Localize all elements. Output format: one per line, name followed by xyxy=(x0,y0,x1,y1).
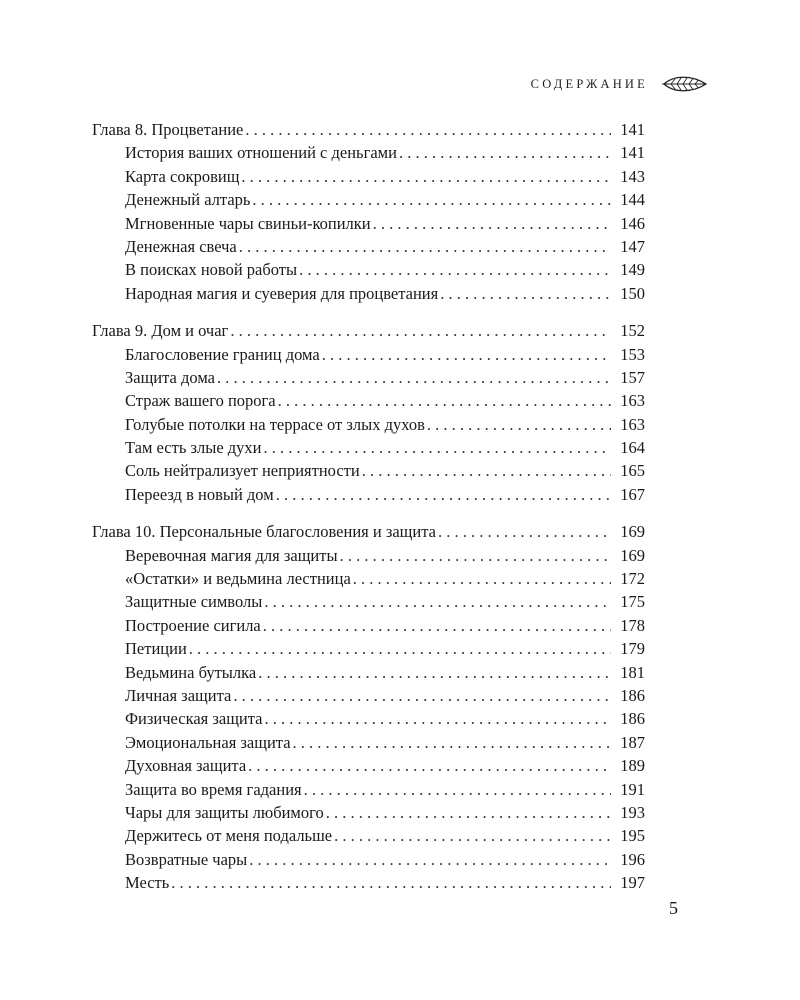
section-entry xyxy=(92,544,645,567)
dot-leader xyxy=(248,754,611,777)
section-entry-page: 165 xyxy=(620,461,645,481)
section-entry-page: 196 xyxy=(620,849,645,869)
section-entry-page: 147 xyxy=(620,236,645,256)
section-entry-page: 144 xyxy=(620,190,645,210)
section-entry-title: В поисках новой работы xyxy=(125,260,298,280)
section-entry-title: Денежный алтарь xyxy=(125,190,251,210)
section-entry-title: История ваших отношений с деньгами xyxy=(125,143,397,163)
chapter-entry-title: Глава 9. Дом и очаг xyxy=(92,321,229,341)
dot-leader xyxy=(353,567,611,590)
section-entry-title: Страж вашего порога xyxy=(125,391,276,411)
chapter-entry xyxy=(92,520,645,543)
dot-leader xyxy=(276,483,611,506)
section-entry-title: Эмоциональная защита xyxy=(125,732,291,752)
section-entry xyxy=(92,778,645,801)
dot-leader xyxy=(265,707,612,730)
chapter-block xyxy=(92,520,645,894)
chapter-entry xyxy=(92,319,645,342)
section-entry-page: 169 xyxy=(620,545,645,565)
leaf-icon xyxy=(662,74,708,94)
section-entry xyxy=(92,413,645,436)
section-entry-page: 186 xyxy=(620,709,645,729)
dot-leader xyxy=(264,436,612,459)
dot-leader xyxy=(239,235,611,258)
section-entry-title: Духовная защита xyxy=(125,756,247,776)
chapter-entry-page: 169 xyxy=(620,522,645,542)
page-number: 5 xyxy=(669,898,678,918)
section-entry xyxy=(92,590,645,613)
section-entry xyxy=(92,637,645,660)
section-entry-title: Защита во время гадания xyxy=(125,779,302,799)
section-entry-title: Месть xyxy=(125,873,170,893)
header-title: СОДЕРЖАНИЕ xyxy=(530,76,648,91)
section-entry-page: 191 xyxy=(620,779,645,799)
section-entry-page: 175 xyxy=(620,592,645,612)
section-entry xyxy=(92,871,645,894)
dot-leader xyxy=(440,282,611,305)
section-entry-page: 187 xyxy=(620,732,645,752)
section-entry-title: Ведьмина бутылка xyxy=(125,662,257,682)
section-entry-page: 149 xyxy=(620,260,645,280)
section-entry xyxy=(92,567,645,590)
dot-leader xyxy=(373,212,611,235)
dot-leader xyxy=(299,258,611,281)
section-entry-title: Веревочная магия для защиты xyxy=(125,545,338,565)
section-entry xyxy=(92,141,645,164)
section-entry xyxy=(92,731,645,754)
section-entry-page: 146 xyxy=(620,213,645,233)
dot-leader xyxy=(278,389,611,412)
section-entry-page: 172 xyxy=(620,569,645,589)
dot-leader xyxy=(189,637,611,660)
dot-leader xyxy=(304,778,611,801)
dot-leader xyxy=(264,590,611,613)
section-entry xyxy=(92,614,645,637)
dot-leader xyxy=(171,871,611,894)
section-entry xyxy=(92,848,645,871)
section-entry-title: Чары для защиты любимого xyxy=(125,802,324,822)
section-entry-page: 167 xyxy=(620,484,645,504)
dot-leader xyxy=(252,188,611,211)
section-entry xyxy=(92,282,645,305)
dot-leader xyxy=(249,848,611,871)
section-entry xyxy=(92,459,645,482)
dot-leader xyxy=(399,141,611,164)
section-entry-page: 195 xyxy=(620,826,645,846)
section-entry xyxy=(92,366,645,389)
section-entry-page: 153 xyxy=(620,344,645,364)
section-entry xyxy=(92,258,645,281)
chapter-block xyxy=(92,118,645,305)
section-entry-title: Соль нейтрализует неприятности xyxy=(125,461,360,481)
dot-leader xyxy=(241,165,611,188)
section-entry-page: 164 xyxy=(620,438,645,458)
section-entry-page: 141 xyxy=(620,143,645,163)
dot-leader xyxy=(217,366,611,389)
section-entry xyxy=(92,343,645,366)
section-entry xyxy=(92,754,645,777)
dot-leader xyxy=(245,118,611,141)
dot-leader xyxy=(263,614,611,637)
section-entry-page: 157 xyxy=(620,367,645,387)
dot-leader xyxy=(258,661,611,684)
chapter-entry xyxy=(92,118,645,141)
section-entry xyxy=(92,801,645,824)
section-entry xyxy=(92,707,645,730)
section-entry xyxy=(92,483,645,506)
section-entry-title: «Остатки» и ведьмина лестница xyxy=(125,569,351,589)
section-entry-title: Голубые потолки на террасе от злых духов xyxy=(125,414,425,434)
section-entry xyxy=(92,824,645,847)
section-entry-title: Переезд в новый дом xyxy=(125,484,274,504)
dot-leader xyxy=(438,520,611,543)
section-entry xyxy=(92,661,645,684)
section-entry-page: 193 xyxy=(620,802,645,822)
section-entry-title: Карта сокровищ xyxy=(125,166,240,186)
chapter-block xyxy=(92,319,645,506)
section-entry xyxy=(92,165,645,188)
section-entry-title: Защита дома xyxy=(125,367,215,387)
section-entry-title: Петиции xyxy=(125,639,187,659)
section-entry-title: Возвратные чары xyxy=(125,849,248,869)
section-entry-title: Защитные символы xyxy=(125,592,263,612)
running-header xyxy=(531,74,708,94)
chapter-entry-page: 152 xyxy=(620,321,645,341)
dot-leader xyxy=(362,459,611,482)
section-entry-title: Держитесь от меня подальше xyxy=(125,826,333,846)
section-entry-title: Личная защита xyxy=(125,685,232,705)
section-entry xyxy=(92,235,645,258)
dot-leader xyxy=(233,684,611,707)
section-entry-page: 179 xyxy=(620,639,645,659)
table-of-contents xyxy=(92,118,645,909)
section-entry-title: Построение сигила xyxy=(125,615,261,635)
section-entry-page: 163 xyxy=(620,414,645,434)
section-entry xyxy=(92,684,645,707)
dot-leader xyxy=(340,544,611,567)
section-entry-page: 150 xyxy=(620,283,645,303)
chapter-entry-title: Глава 10. Персональные благословения и защита xyxy=(92,522,436,542)
dot-leader xyxy=(427,413,611,436)
section-entry xyxy=(92,212,645,235)
section-entry-page: 197 xyxy=(620,873,645,893)
section-entry-page: 178 xyxy=(620,615,645,635)
section-entry-title: Благословение границ дома xyxy=(125,344,320,364)
dot-leader xyxy=(322,343,611,366)
dot-leader xyxy=(293,731,611,754)
chapter-entry-title: Глава 8. Процветание xyxy=(92,120,244,139)
section-entry-title: Денежная свеча xyxy=(125,236,237,256)
section-entry-title: Мгновенные чары свиньи-копилки xyxy=(125,213,371,233)
section-entry xyxy=(92,436,645,459)
section-entry xyxy=(92,389,645,412)
section-entry-page: 186 xyxy=(620,685,645,705)
section-entry-page: 143 xyxy=(620,166,645,186)
section-entry-page: 163 xyxy=(620,391,645,411)
dot-leader xyxy=(230,319,611,342)
dot-leader xyxy=(334,824,611,847)
section-entry-page: 189 xyxy=(620,756,645,776)
section-entry-page: 181 xyxy=(620,662,645,682)
section-entry-title: Физическая защита xyxy=(125,709,263,729)
section-entry-title: Там есть злые духи xyxy=(125,438,262,458)
section-entry xyxy=(92,188,645,211)
section-entry-title: Народная магия и суеверия для процветания xyxy=(125,283,439,303)
dot-leader xyxy=(326,801,611,824)
chapter-entry-page: 141 xyxy=(620,120,645,139)
